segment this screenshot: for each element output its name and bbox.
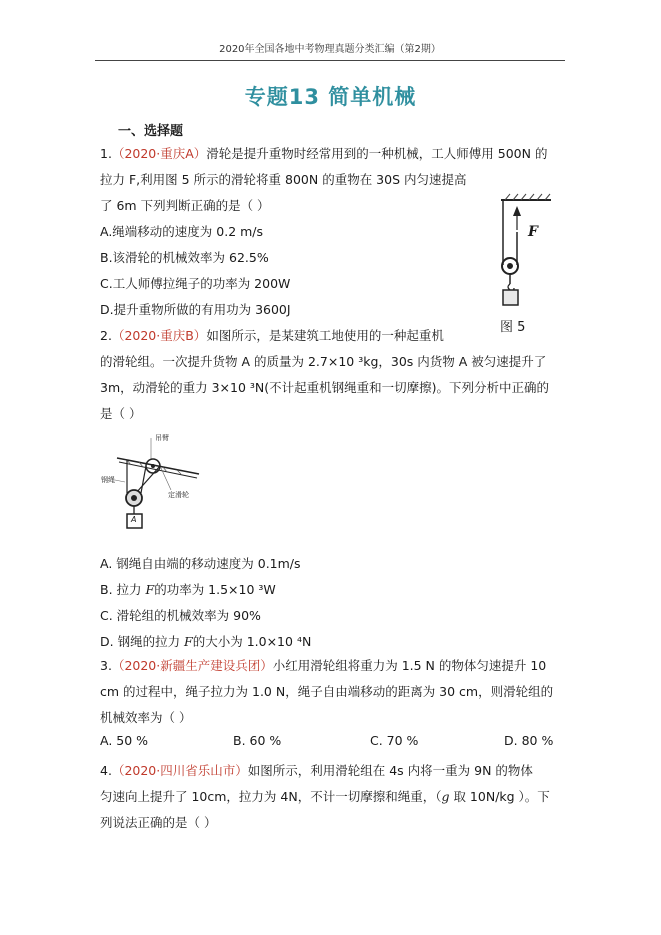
q1-option-b: B.该滑轮的机械效率为 62.5% <box>100 250 269 265</box>
q1-option-c: C.工人师傅拉绳子的功率为 200W <box>100 276 291 291</box>
q2-line-1 <box>100 327 444 345</box>
q3-option-a: A. 50 % <box>100 733 149 748</box>
rope-label: 钢绳 <box>101 476 115 484</box>
fixed-pulley-label: 定滑轮 <box>168 491 189 499</box>
q1-option-a: A.绳端移动的速度为 0.2 m/s <box>100 224 264 239</box>
section-heading: 一、选择题 <box>118 124 184 139</box>
load-label: A <box>131 515 137 524</box>
q4-number: 4. <box>100 763 112 778</box>
q1-line-3: 了 6m 下列判断正确的是（ ） <box>100 198 270 213</box>
q2-option-a: A. 钢绳自由端的移动速度为 0.1m/s <box>100 556 301 571</box>
page-title: 专题13 简单机械 <box>244 85 417 109</box>
q1-source: （2020·重庆A） <box>111 146 207 161</box>
q4-source: （2020·四川省乐山市） <box>111 763 248 778</box>
weight-block <box>503 290 518 305</box>
pulley-axle <box>507 263 513 269</box>
q3-line-2: cm 的过程中，绳子拉力为 1.0 N，绳子自由端移动的距离为 30 cm，则滑轮组的 <box>100 684 554 699</box>
q2-option-d-var: F <box>184 634 193 649</box>
q4-var-g: g <box>441 789 450 804</box>
boom-label: 吊臂 <box>155 434 169 442</box>
q2-option-d <box>100 633 311 651</box>
movable-pulley-axle <box>131 495 137 501</box>
q2-number: 2. <box>100 328 112 343</box>
q4-text-2: 匀速向上提升了 10cm，拉力为 4N，不计一切摩擦和绳重，（ <box>100 789 442 804</box>
q4-text-2b: 取 10N/kg ）。下 <box>449 789 550 804</box>
q2-text-1: 如图所示，是某建筑工地使用的一种起重机 <box>206 328 444 343</box>
q2-option-d-text: D. 钢绳的拉力 <box>100 634 185 649</box>
q1-text-1: 滑轮是提升重物时经常用到的一种机械，工人师傅用 500N 的 <box>206 146 548 161</box>
q3-option-c: C. 70 % <box>370 733 419 748</box>
q2-option-b-text-2: 的功率为 1.5×10 ³W <box>154 582 276 597</box>
force-arrow-head <box>513 206 521 216</box>
q2-line-2: 的滑轮组。一次提升货物 A 的质量为 2.7×10 ³kg，30s 内货物 A 被匀速提升了 <box>100 354 547 369</box>
q3-text-1: 小红用滑轮组将重力为 1.5 N 的物体匀速提升 10 <box>272 658 547 673</box>
q2-line-3: 3m，动滑轮的重力 3×10 ³N(不计起重机钢绳重和一切摩擦)。下列分析中正确的 <box>100 380 550 395</box>
crane-pulley-diagram <box>113 438 203 531</box>
q1-option-d: D.提升重物所做的有用功为 3600J <box>100 302 291 317</box>
q2-source: （2020·重庆B） <box>111 328 207 343</box>
q4-text-1: 如图所示，利用滑轮组在 4s 内将一重为 9N 的物体 <box>247 763 533 778</box>
q2-option-b <box>100 581 276 599</box>
force-label-f: F <box>528 224 538 240</box>
q4-line-2 <box>100 788 550 806</box>
q3-source: （2020·新疆生产建设兵团） <box>111 658 273 673</box>
q3-line-1 <box>100 657 546 675</box>
q2-option-b-var: F <box>145 582 155 597</box>
q4-line-1 <box>100 762 533 780</box>
rope-label-leader <box>115 480 125 482</box>
q4-line-3: 列说法正确的是（ ） <box>100 815 217 830</box>
q3-option-d: D. 80 % <box>504 733 554 748</box>
q2-line-4: 是（ ） <box>100 406 142 421</box>
q2-option-d-text-2: 的大小为 1.0×10 ⁴N <box>192 634 312 649</box>
figure-5-caption: 图 5 <box>500 320 526 335</box>
running-header: 2020年全国各地中考物理真题分类汇编（第2期） <box>219 44 441 55</box>
q3-line-3: 机械效率为（ ） <box>100 710 192 725</box>
fixed-pulley-axle <box>151 464 155 468</box>
q3-option-b: B. 60 % <box>233 733 282 748</box>
rope-mid <box>141 466 146 493</box>
header-rule <box>95 60 565 61</box>
q2-option-c: C. 滑轮组的机械效率为 90% <box>100 608 261 623</box>
q3-number: 3. <box>100 658 112 673</box>
q1-line-1 <box>100 145 547 163</box>
q1-number: 1. <box>100 146 112 161</box>
q2-option-b-text: B. 拉力 <box>100 582 146 597</box>
q1-line-2: 拉力 F,利用图 5 所示的滑轮将重 800N 的重物在 30S 内匀速提高 <box>100 172 467 187</box>
